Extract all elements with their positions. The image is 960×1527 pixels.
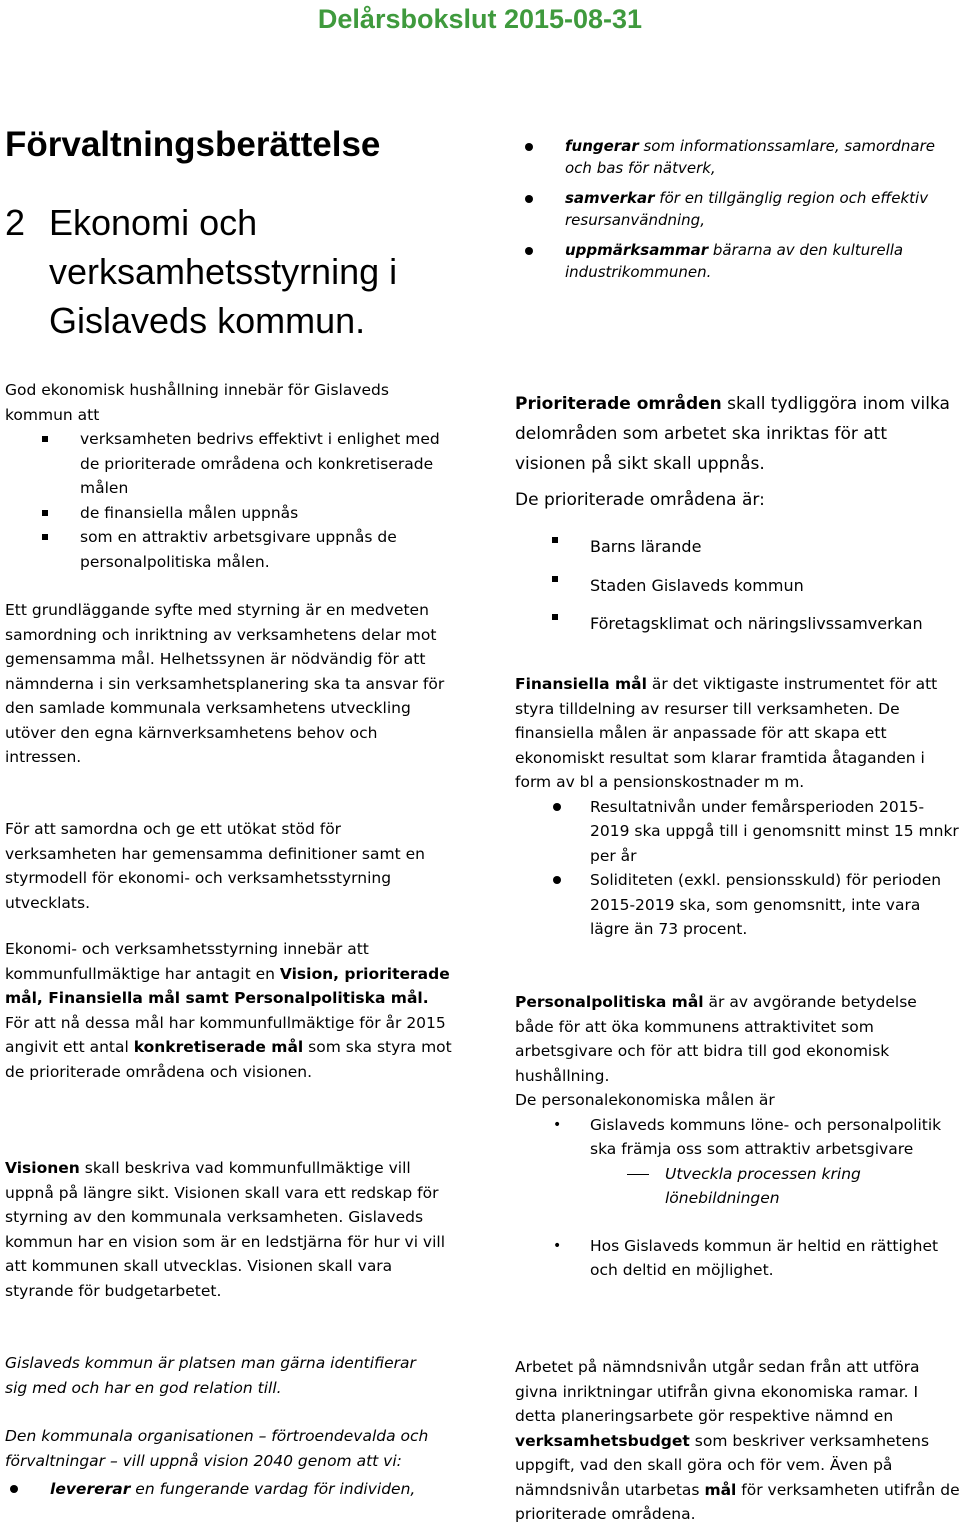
intro-list-item: verksamheten bedrivs effektivt i enlighet med de prioriterade områdena och konkretiserade målen: [5, 427, 457, 501]
intro-list-item: de finansiella målen uppnås: [5, 501, 457, 526]
subtitle-line-2: verksamhetsstyrning i: [49, 251, 398, 292]
styrning-paragraph: Ett grundläggande syfte med styrning är en medveten samordning och inriktning av verksamhetens delar mot gemensamma mål. Helhetssynen är nödvändig för att nämnderna i sin verksamhetsplanering ska ta ansvar för den samlade kommunala verksamhetens utveckling utöver den egna kärnverksamhetens behov och intressen.: [5, 601, 445, 766]
prio-list-item: Staden Gislaveds kommun: [515, 567, 960, 606]
section-subtitle: [5, 198, 445, 345]
intro-paragraph: God ekonomisk hushållning innebär för Gislaveds kommun att: [5, 381, 389, 424]
fin-block: Finansiella mål är det viktigaste instrumentet för att styra tilldelning av resurser till verksamheten. De finansiella målen är anpassade för att skapa ett ekonomiskt resultat som klarar framtida åtaganden i form av bl a pensionskostnader m m. Resultatnivån under femårsperioden 2015-2019 ska uppgå till i genomsnitt minst 15 mnkr per år Soliditeten (exkl. pensionsskuld) för perioden 2015-2019 ska, som genomsnitt, inte vara lägre än 73 procent.: [515, 672, 960, 942]
left-body: [5, 378, 457, 574]
org-list: [5, 1477, 445, 1502]
role-list-item: samverkar för en tillgänglig region och effektiv resursanvändning,: [520, 187, 950, 231]
fin-list-item: Soliditeten (exkl. pensionsskuld) för perioden 2015-2019 ska, som genomsnitt, inte vara lägre än 73 procent.: [515, 868, 960, 942]
org-text: Den kommunala organisationen – förtroendevalda och förvaltningar – vill uppnå vision 2040 genom att vi: levererar en fungerande vardag för individen,: [5, 1424, 445, 1502]
final-paragraph: Arbetet på nämndsnivån utgår sedan från att utföra givna inriktningar utifrån givna ekonomiska ramar. I detta planeringsarbete gör respektive nämnd en verksamhetsbudget som beskriver verksamhetens uppgift, vad den skall göra och för vem. Även på nämndsnivån utarbetas mål för verksamheten utifrån de prioriterade områdena.: [515, 1358, 960, 1523]
pers-sub-item: Utveckla processen kring lönebildningen: [515, 1162, 960, 1211]
fin-list-item: Resultatnivån under femårsperioden 2015-2019 ska uppgå till i genomsnitt minst 15 mnkr per år: [515, 795, 960, 869]
intro-list-item: som en attraktiv arbetsgivare uppnås de personalpolitiska målen.: [5, 525, 457, 574]
role-list-block: [520, 135, 950, 283]
pers-list: [515, 1113, 960, 1162]
document-header: Delårsbokslut 2015-08-31: [317, 4, 643, 34]
prio-list: [515, 528, 960, 644]
fin-list: [515, 795, 960, 942]
subtitle-line-3: Gislaveds kommun.: [49, 300, 366, 341]
section-number: 2: [5, 202, 26, 243]
org-list-item: levererar en fungerande vardag för individen,: [5, 1477, 445, 1502]
pers-block: Personalpolitiska mål är av avgörande betydelse både för att öka kommunens attraktivitet som arbetsgivare och för att bidra till god ekonomisk hushållning. De personalekonomiska målen är • Gislaveds kommuns löne- och personalpolitik ska främja oss som attraktiv arbetsgivare Utveckla processen kring lönebildningen • Hos Gislaveds kommun är heltid en rättighet och deltid en möjlighet.: [515, 990, 960, 1283]
pers-list-item: • Hos Gislaveds kommun är heltid en rättighet och deltid en möjlighet.: [515, 1234, 960, 1283]
prio-list-item: Barns lärande: [515, 528, 960, 567]
role-list: [520, 135, 950, 283]
subtitle-line-1: Ekonomi och: [49, 202, 258, 243]
prio-block: Prioriterade områden skall tydliggöra inom vilka delområden som arbetet ska inriktas för att visionen på sikt skall uppnås. De prioriterade områdena är: Barns lärande Staden Gislaveds kommun Företagsklimat och näringslivssamverkan: [515, 389, 960, 644]
pers-list: [515, 1234, 960, 1283]
role-list-item: uppmärksammar bärarna av den kulturella industrikommunen.: [520, 239, 950, 283]
role-list-item: fungerar som informationssamlare, samordnare och bas för nätverk,: [520, 135, 950, 179]
prio-list-item: Företagsklimat och näringslivssamverkan: [515, 605, 960, 644]
vision-paragraph: Visionen skall beskriva vad kommunfullmäktige vill uppnå på längre sikt. Visionen skall vara ett redskap för styrning av den kommunala verksamheten. Gislaveds kommun har en vision som är en ledstjärna för hur vi vill att kommunen skall utvecklas. Visionen skall vara styrande för budgetarbetet.: [5, 1159, 446, 1300]
pers-list-item: • Gislaveds kommuns löne- och personalpolitik ska främja oss som attraktiv arbetsgivare: [515, 1113, 960, 1162]
ekonomi-paragraph: Ekonomi- och verksamhetsstyrning innebär att kommunfullmäktige har antagit en Vision, prioriterade mål, Finansiella mål samt Personalpolitiska mål. För att nå dessa mål har kommunfullmäktige för år 2015 angivit ett antal konkretiserade mål som ska styra mot de prioriterade områdena och visionen.: [5, 940, 452, 1081]
section-title: Förvaltningsberättelse: [5, 125, 381, 164]
intro-list: [5, 427, 457, 574]
vision-quote: Gislaveds kommun är platsen man gärna identifierar sig med och har en god relation till.: [5, 1354, 416, 1397]
samordna-paragraph: För att samordna och ge ett utökat stöd för verksamheten har gemensamma definitioner samt en styrmodell för ekonomi- och verksamhetsstyrning utvecklats.: [5, 820, 425, 912]
